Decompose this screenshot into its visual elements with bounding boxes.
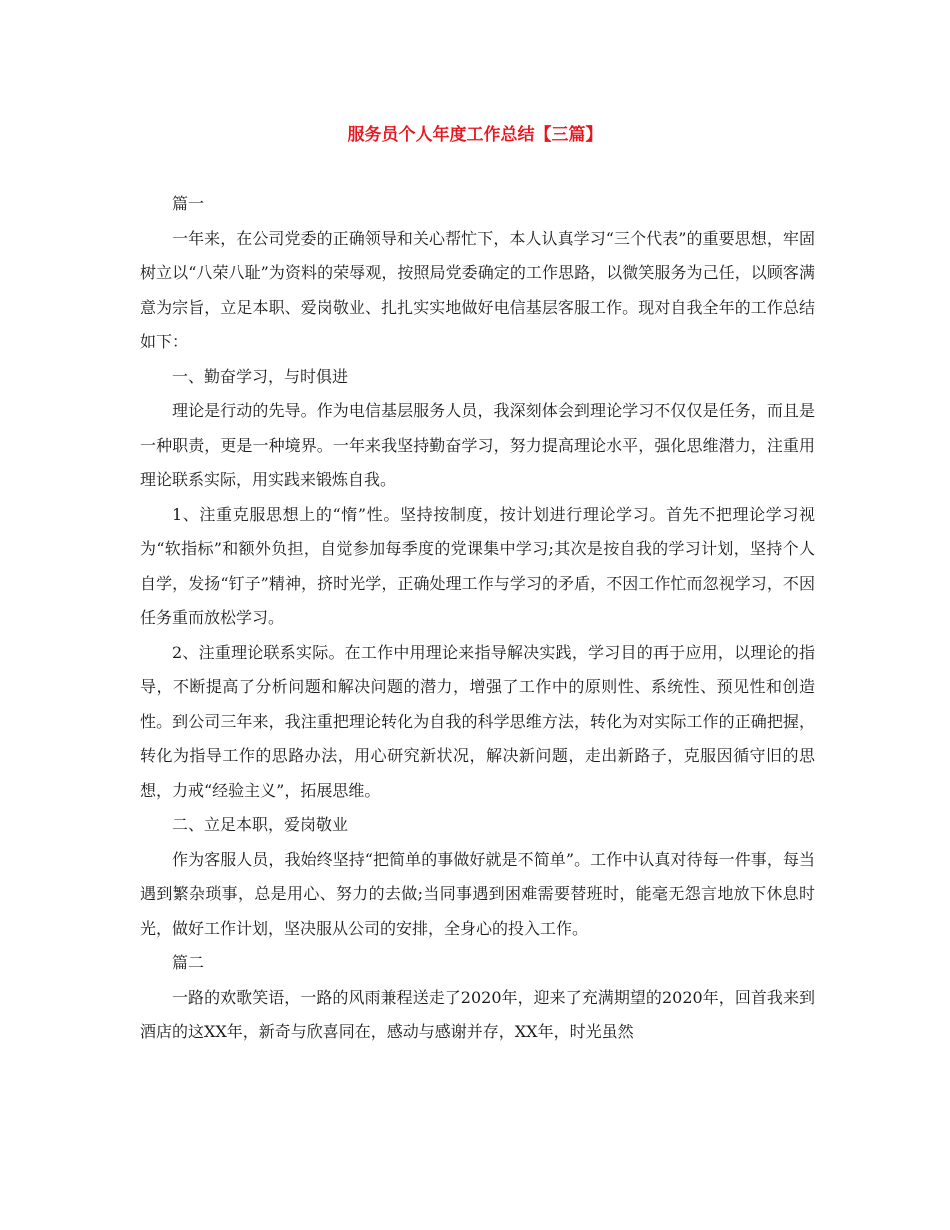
intro-paragraph: 一年来，在公司党委的正确领导和关心帮忙下，本人认真学习“三个代表”的重要思想，牢固树立以“八荣八耻”为资料的荣辱观，按照局党委确定的工作思路，以微笑服务为己任，以顾客满意为宗旨，立足本职、爱岗敬业、扎扎实实地做好电信基层客服工作。现对自我全年的工作总结如下：	[140, 228, 815, 351]
document-body	[140, 187, 815, 1050]
point-one-paragraph: 1、注重克服思想上的“惰”性。坚持按制度，按计划进行理论学习。首先不把理论学习视为“软指标”和额外负担，自觉参加每季度的党课集中学习;其次是按自我的学习计划，坚持个人自学，发扬“钉子”精神，挤时光学，正确处理工作与学习的矛盾，不因工作忙而忽视学习，不因任务重而放松学习。	[140, 504, 815, 627]
section-heading-dedication: 二、立足本职，爱岗敬业	[172, 815, 349, 834]
section-heading-part-one: 篇一	[172, 194, 205, 213]
dedication-paragraph: 作为客服人员，我始终坚持“把简单的事做好就是不简单”。工作中认真对待每一件事，每当遇到繁杂琐事，总是用心、努力的去做;当同事遇到困难需要替班时，能毫无怨言地放下休息时光，做好工作计划，坚决服从公司的安排，全身心的投入工作。	[140, 849, 815, 938]
section-heading-part-two: 篇二	[172, 953, 205, 972]
part-two-paragraph: 一路的欢歌笑语，一路的风雨兼程送走了2020年，迎来了充满期望的2020年，回首我来到酒店的这XX年，新奇与欣喜同在，感动与感谢并存，XX年，时光虽然	[140, 987, 815, 1041]
theory-paragraph: 理论是行动的先导。作为电信基层服务人员，我深刻体会到理论学习不仅仅是任务，而且是一种职责，更是一种境界。一年来我坚持勤奋学习，努力提高理论水平，强化思维潜力，注重用理论联系实际，用实践来锻炼自我。	[140, 401, 815, 489]
section-heading-study: 一、勤奋学习，与时俱进	[172, 366, 349, 386]
document-title: 服务员个人年度工作总结【三篇】	[347, 125, 603, 145]
point-two-paragraph: 2、注重理论联系实际。在工作中用理论来指导解决实践，学习目的再于应用，以理论的指导，不断提高了分析问题和解决问题的潜力，增强了工作中的原则性、系统性、预见性和创造性。到公司三年来，我注重把理论转化为自我的科学思维方法，转化为对实际工作的正确把握，转化为指导工作的思路办法，用心研究新状况，解决新问题，走出新路子，克服因循守旧的思想，力戒“经验主义”，拓展思维。	[140, 642, 815, 800]
